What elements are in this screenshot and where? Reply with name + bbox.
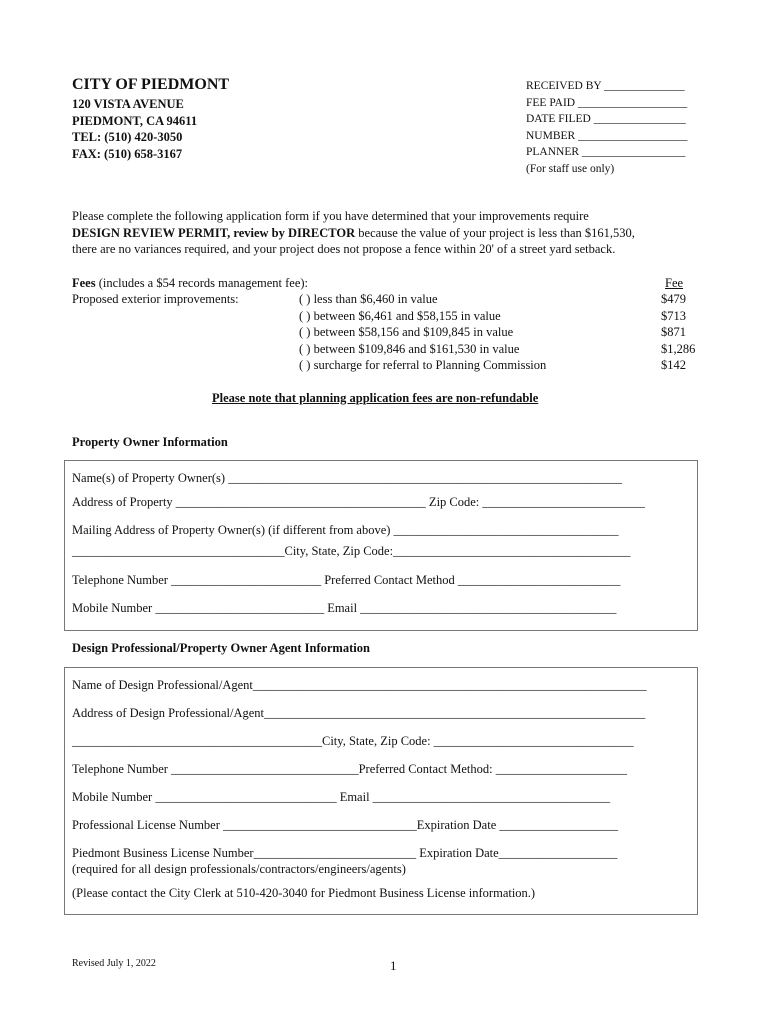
received-by-field: RECEIVED BY ______________ [526, 80, 685, 92]
fee-options [299, 291, 546, 374]
agent-section-heading: Design Professional/Property Owner Agent Information [72, 641, 370, 655]
date-filed-field: DATE FILED ________________ [526, 113, 686, 125]
city-address-block [72, 96, 197, 162]
planner-field: PLANNER __________________ [526, 146, 686, 158]
page-number: 1 [390, 958, 397, 973]
agent-mobile-field[interactable]: Mobile Number _____________________________ Email ______________________________________ [72, 790, 611, 804]
revised-date: Revised July 1, 2022 [72, 958, 156, 969]
owner-section-heading: Property Owner Information [72, 435, 228, 449]
fee-option[interactable]: ( ) between $58,156 and $109,845 in value [299, 325, 514, 339]
staff-use-block [526, 78, 687, 177]
proposed-improvements-label: Proposed exterior improvements: [72, 292, 239, 306]
address-line: 120 VISTA AVENUE [72, 97, 184, 111]
property-address-field[interactable]: Address of Property ________________________________________ Zip Code: __________________________ [72, 495, 645, 509]
address-line: PIEDMONT, CA 94611 [72, 113, 198, 128]
business-license-field[interactable]: Piedmont Business License Number__________________________ Expiration Date___________________ [72, 846, 618, 860]
agent-phone-field[interactable]: Telephone Number ______________________________Preferred Contact Method: _____________________ [72, 762, 627, 776]
owner-phone-field[interactable]: Telephone Number ________________________ Preferred Contact Method __________________________ [72, 573, 621, 587]
number-field: NUMBER ___________________ [526, 129, 688, 142]
agent-city-field[interactable]: ________________________________________City, State, Zip Code: ________________________________ [72, 734, 634, 748]
intro-line: Please complete the following application form if you have determined that your improvements require [72, 209, 589, 223]
fee-amount: $713 [661, 308, 686, 323]
mailing-address-field[interactable]: Mailing Address of Property Owner(s) (if different from above) ____________________________________ [72, 523, 619, 537]
fee-amount: $871 [661, 325, 686, 339]
fees-label-rest: (includes a $54 records management fee): [95, 276, 309, 290]
fee-amount: $479 [661, 292, 686, 306]
phone-line: TEL: (510) 420-3050 [72, 130, 183, 144]
fee-amount: $1,286 [661, 341, 696, 356]
business-license-note: (required for all design professionals/contractors/engineers/agents) [72, 862, 406, 876]
fee-column-header: Fee [665, 276, 684, 290]
city-clerk-note: (Please contact the City Clerk at 510-420-3040 for Piedmont Business License information.) [72, 886, 536, 900]
intro-line [72, 225, 635, 242]
agent-name-field[interactable]: Name of Design Professional/Agent_______________________________________________________________ [72, 678, 647, 692]
agent-address-field[interactable]: Address of Design Professional/Agent_____________________________________________________________ [72, 706, 646, 720]
fax-line: FAX: (510) 658-3167 [72, 146, 183, 161]
fee-option[interactable]: ( ) between $6,461 and $58,155 in value [299, 308, 501, 323]
intro-line: there are no variances required, and your project does not propose a fence within 20' of a street yard setback. [72, 242, 616, 256]
fee-amount: $142 [661, 358, 686, 372]
fee-option[interactable]: ( ) surcharge for referral to Planning Commission [299, 358, 547, 372]
non-refundable-note: Please note that planning application fees are non-refundable [212, 391, 539, 405]
permit-type: DESIGN REVIEW PERMIT, review by DIRECTOR [72, 225, 356, 240]
owner-mobile-field[interactable]: Mobile Number ___________________________ Email _________________________________________ [72, 601, 617, 615]
staff-use-note: (For staff use only) [526, 162, 615, 175]
mailing-city-field[interactable]: __________________________________City, State, Zip Code:______________________________________ [72, 544, 631, 558]
intro-paragraph [72, 208, 635, 258]
fee-option[interactable]: ( ) between $109,846 and $161,530 in value [299, 341, 520, 356]
city-title: CITY OF PIEDMONT [72, 76, 230, 93]
intro-line-rest: because the value of your project is less than $161,530, [355, 225, 635, 240]
license-field[interactable]: Professional License Number _______________________________Expiration Date ___________________ [72, 818, 619, 832]
fee-amounts [661, 291, 695, 374]
owner-name-field[interactable]: Name(s) of Property Owner(s) _______________________________________________________________ [72, 471, 622, 485]
fees-label-bold: Fees [72, 276, 96, 290]
fees-label [72, 275, 308, 292]
fee-paid-field: FEE PAID ___________________ [526, 96, 688, 109]
fee-option[interactable]: ( ) less than $6,460 in value [299, 292, 438, 306]
